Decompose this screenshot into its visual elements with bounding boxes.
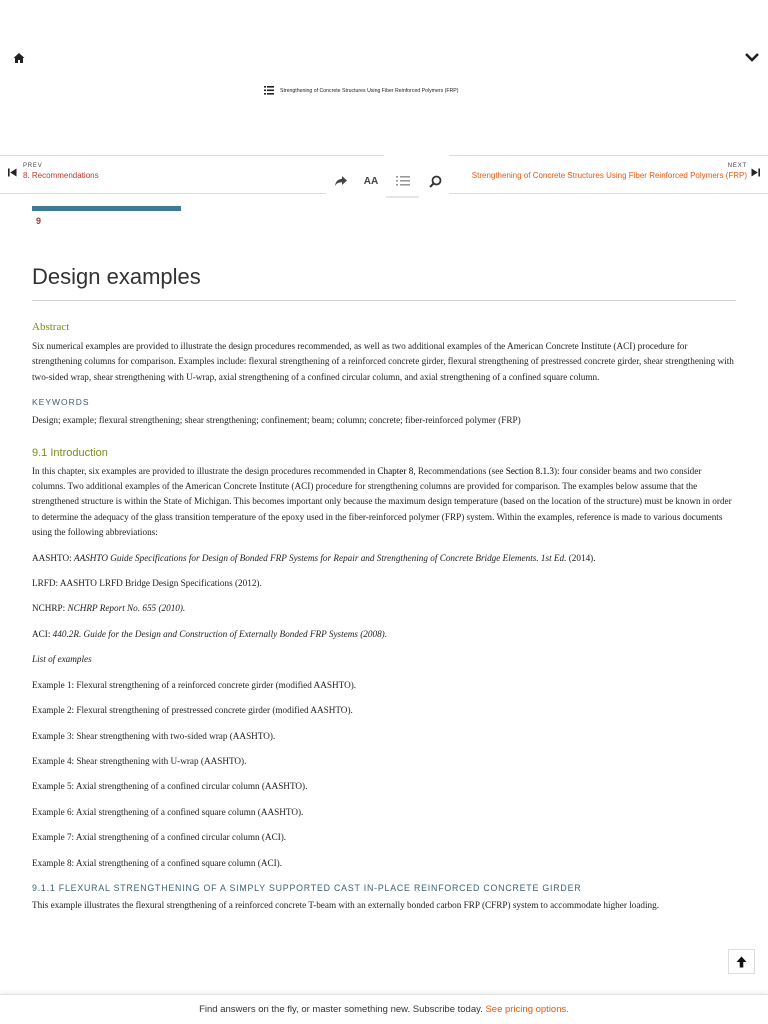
keywords-heading: KEYWORDS (32, 397, 90, 408)
chapter-number: 9 (36, 216, 42, 226)
example-item: Example 7: Axial strengthening of a confined circular column (ACI). (32, 832, 287, 843)
table-of-contents-button[interactable] (386, 166, 419, 198)
skip-next-icon (751, 168, 760, 177)
intro-text: ): four consider beams and two consider columns. Two additional examples of the American Concrete Institute (ACI) procedure for strengthening columns are provided for comparison. The examples below assume that the strengthened structure is within the State of Michigan. This becomes important only because the maximum design temperature (based on the location of the structure) must be known in order to determine the adequacy of the glass transition temperature of the epoxy used in the fiber-reinforced polymer (FRP) system. Within the examples, reference is made to various documents using the following abbreviations: (32, 465, 732, 538)
section-heading-introduction: 9.1 Introduction (32, 446, 108, 459)
abbreviation-nchrp (32, 601, 736, 616)
home-icon[interactable] (12, 51, 26, 65)
top-bar (0, 0, 768, 155)
example-item: Example 8: Axial strengthening of a confined square column (ACI). (32, 857, 283, 868)
search-button[interactable] (420, 166, 450, 196)
abbreviation-prefix: ACI: (32, 628, 53, 639)
subsection-heading: 9.1.1 FLEXURAL STRENGTHENING OF A SIMPLY SUPPORTED CAST IN-PLACE REINFORCED CONCRETE GIRDER (32, 882, 582, 893)
skip-previous-icon (8, 168, 17, 177)
example-item: Example 1: Flexural strengthening of a reinforced concrete girder (modified AASHTO). (32, 679, 357, 690)
abbreviation-title: NCHRP Report No. 655 (2010). (67, 603, 186, 614)
abstract-text: Six numerical examples are provided to illustrate the design procedures recommended, as well as two additional examples of the American Concrete Institute (ACI) procedure for strengthening columns for comparison. Examples include: flexural strengthening of a reinforced concrete girder, flexural strengthening of prestressed concrete girder, shear strengthening with two-sided wrap, shear strengthening with U-wrap, axial strengthening of a confined circular column, and axial strengthening of a confined square column. (32, 341, 734, 382)
next-chapter-title[interactable]: Strengthening of Concrete Structures Using Fiber Reinforced Polymers (FRP) (471, 171, 747, 180)
share-icon (334, 175, 348, 187)
table-of-contents-icon (264, 86, 274, 95)
subscribe-text: Find answers on the fly, or master something new. Subscribe today. (199, 1004, 486, 1015)
subsection-text: This example illustrates the flexural strengthening of a reinforced concrete T-beam with an externally bonded carbon FRP (CFRP) system to accommodate higher loading. (32, 899, 660, 910)
chapter-content (32, 262, 736, 913)
intro-text: , Recommendations (see (413, 465, 506, 476)
divider (449, 155, 768, 156)
search-icon (429, 175, 442, 188)
abbreviation-prefix: LRFD: AASHTO LRFD Bridge Design Specifications (2012). (32, 578, 262, 589)
subscribe-banner (0, 994, 768, 1024)
chevron-down-icon[interactable] (744, 50, 760, 64)
example-item: Example 4: Shear strengthening with U-wrap (AASHTO). (32, 755, 247, 766)
abstract-heading: Abstract (32, 321, 70, 333)
chapter-title: Design examples (32, 262, 736, 301)
prev-label: PREV (23, 163, 43, 169)
abbreviation-title: 440.2R. Guide for the Design and Construction of Externally Bonded FRP Systems (2008). (52, 628, 388, 639)
keywords-text: Design; example; flexural strengthening; shear strengthening; confinement; beam; column; concrete; fiber-reinforced polymer (FRP) (32, 415, 521, 426)
list-icon (396, 175, 410, 187)
abbreviation-aci (32, 627, 736, 642)
book-title-link[interactable] (264, 86, 458, 95)
next-label: NEXT (727, 163, 747, 169)
next-chapter-link[interactable] (472, 163, 760, 180)
share-button[interactable] (326, 166, 356, 196)
abbreviation-lrfd (32, 576, 736, 591)
example-item: Example 5: Axial strengthening of a confined circular column (AASHTO). (32, 781, 308, 792)
example-item: Example 3: Shear strengthening with two-sided wrap (AASHTO). (32, 730, 276, 741)
prev-chapter-link[interactable] (8, 163, 99, 180)
book-title: Strengthening of Concrete Structures Using Fiber Reinforced Polymers (FRP) (280, 87, 459, 94)
abbreviation-prefix: NCHRP: (32, 603, 68, 614)
introduction-paragraph (32, 464, 736, 541)
scroll-to-top-button[interactable] (728, 949, 755, 974)
divider (0, 193, 326, 194)
arrow-up-icon (736, 956, 747, 968)
abbreviation-title: AASHTO Guide Specifications for Design of Bonded FRP Systems for Repair and Strengthening of Concrete Bridge Elements. 1st Ed. (73, 552, 567, 563)
abbreviation-aashto (32, 551, 736, 566)
chapter-8-link[interactable]: Chapter 8 (377, 465, 414, 476)
font-size-button[interactable] (356, 166, 386, 196)
list-of-examples-heading: List of examples (32, 654, 92, 665)
abbreviation-prefix: AASHTO: (32, 552, 74, 563)
chapter-progress-bar (32, 206, 181, 211)
pricing-link[interactable]: See pricing options. (485, 1004, 569, 1015)
divider (0, 155, 384, 156)
section-8-1-3-link[interactable]: Section 8.1.3 (505, 465, 554, 476)
example-item: Example 6: Axial strengthening of a confined square column (AASHTO). (32, 806, 304, 817)
prev-chapter-title[interactable]: 8. Recommendations (23, 171, 99, 180)
abbreviation-suffix: (2014). (566, 552, 596, 563)
intro-text: In this chapter, six examples are provided to illustrate the design procedures recommended in (32, 465, 378, 476)
divider (449, 193, 768, 194)
font-size-label: AA (363, 175, 379, 187)
example-item: Example 2: Flexural strengthening of prestressed concrete girder (modified AASHTO). (32, 705, 353, 716)
